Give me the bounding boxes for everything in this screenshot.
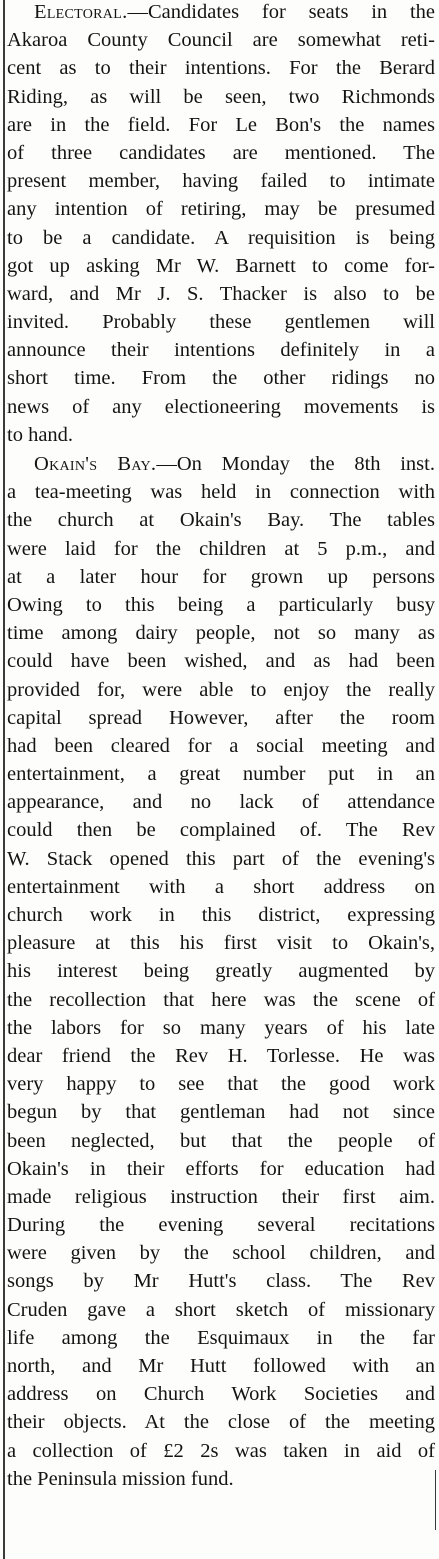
line-text: invited. Probably these gentlemen will bbox=[7, 311, 435, 334]
line-text: were given by the school children, and bbox=[7, 1242, 435, 1265]
line-text: entertainment with a short address on bbox=[7, 875, 435, 898]
text-line bbox=[0, 393, 439, 421]
text-line bbox=[0, 563, 439, 591]
line-text: were laid for the children at 5 p.m., and bbox=[7, 537, 435, 560]
text-line bbox=[0, 1127, 439, 1155]
article-heading: Okain's Bay. bbox=[34, 453, 157, 475]
line-text: life among the Esquimaux in the far bbox=[7, 1326, 435, 1349]
line-text: could have been wished, and as had been bbox=[7, 650, 435, 673]
text-line bbox=[0, 308, 439, 336]
text-line bbox=[0, 845, 439, 873]
line-text: announce their intentions definitely in a bbox=[7, 339, 435, 362]
text-line bbox=[0, 704, 439, 732]
text-line bbox=[0, 1296, 439, 1324]
line-text: dear friend the Rev H. Torlesse. He was bbox=[7, 1044, 435, 1067]
text-line bbox=[0, 788, 439, 816]
text-line bbox=[0, 1155, 439, 1183]
line-text: Riding, as will be seen, two Richmonds bbox=[7, 85, 435, 108]
line-text: any intention of retiring, may be presumed bbox=[7, 198, 435, 221]
text-line bbox=[0, 167, 439, 195]
line-text: been neglected, but that the people of bbox=[7, 1129, 435, 1152]
line-text: to hand. bbox=[7, 423, 74, 446]
line-text: a tea-meeting was held in connection with bbox=[7, 481, 435, 504]
line-text: could then be complained of. The Rev bbox=[7, 819, 435, 842]
text-line bbox=[0, 139, 439, 167]
article-electoral bbox=[0, 0, 439, 449]
text-line bbox=[0, 26, 439, 54]
text-line bbox=[0, 1211, 439, 1239]
line-text: to be a candidate. A requisition is being bbox=[7, 226, 435, 249]
text-line bbox=[0, 1098, 439, 1126]
text-line bbox=[0, 224, 439, 252]
text-line bbox=[0, 591, 439, 619]
text-line bbox=[0, 1408, 439, 1436]
line-text: During the evening several recitations bbox=[7, 1214, 435, 1237]
text-line bbox=[0, 280, 439, 308]
line-text: his interest being greatly augmented by bbox=[7, 960, 435, 983]
text-line bbox=[0, 195, 439, 223]
line-text: got up asking Mr W. Barnett to come for- bbox=[7, 254, 435, 277]
line-text: begun by that gentleman had not since bbox=[7, 1101, 435, 1124]
text-line bbox=[0, 816, 439, 844]
line-text: ward, and Mr J. S. Thacker is also to be bbox=[7, 282, 435, 305]
text-line bbox=[0, 1437, 439, 1465]
line-text: a collection of £2 2s was taken in aid of bbox=[7, 1439, 435, 1462]
line-text: provided for, were able to enjoy the really bbox=[7, 678, 435, 701]
line-text: Akaroa County Council are somewhat reti- bbox=[7, 29, 435, 52]
line-text: at a later hour for grown up persons bbox=[7, 565, 435, 588]
text-line bbox=[0, 929, 439, 957]
text-line bbox=[0, 506, 439, 534]
line-text: news of any electioneering movements is bbox=[7, 395, 435, 418]
article-heading: Electoral. bbox=[34, 1, 128, 23]
text-line bbox=[0, 873, 439, 901]
line-text: songs by Mr Hutt's class. The Rev bbox=[7, 1270, 435, 1293]
line-text: —Candidates for seats in the bbox=[127, 1, 435, 23]
line-text: church work in this district, expressing bbox=[7, 904, 435, 926]
line-text: made religious instruction their first aim. bbox=[7, 1185, 435, 1208]
line-text: appearance, and no lack of attendance bbox=[7, 791, 435, 814]
text-line bbox=[0, 1352, 439, 1380]
text-line bbox=[0, 1014, 439, 1042]
line-text: the labors for so many years of his late bbox=[7, 1016, 435, 1039]
line-text: capital spread However, after the room bbox=[7, 706, 435, 729]
text-line bbox=[0, 478, 439, 506]
line-text: their objects. At the close of the meeting bbox=[7, 1411, 435, 1434]
line-text: of three candidates are mentioned. The bbox=[7, 141, 435, 164]
text-line bbox=[0, 957, 439, 985]
line-text: cent as to their intentions. For the Berard bbox=[7, 57, 435, 80]
text-line bbox=[0, 54, 439, 82]
text-line bbox=[0, 676, 439, 704]
text-line bbox=[0, 1465, 439, 1493]
line-text: short time. From the other ridings no bbox=[7, 367, 435, 390]
text-line bbox=[0, 1324, 439, 1352]
text-line bbox=[0, 647, 439, 675]
line-text: the church at Okain's Bay. The tables bbox=[7, 509, 435, 532]
line-text: had been cleared for a social meeting and bbox=[7, 734, 435, 757]
line-text: W. Stack opened this part of the evening's bbox=[7, 847, 435, 870]
text-line bbox=[0, 1239, 439, 1267]
line-text: are in the field. For Le Bon's the names bbox=[7, 113, 435, 136]
text-line bbox=[0, 619, 439, 647]
text-line bbox=[0, 901, 439, 929]
line-text: Okain's in their efforts for education had bbox=[7, 1157, 435, 1180]
text-line bbox=[0, 986, 439, 1014]
line-text: north, and Mr Hutt followed with an bbox=[7, 1355, 435, 1377]
line-text: —On Monday the 8th inst. bbox=[156, 453, 435, 475]
line-text: entertainment, a great number put in an bbox=[7, 763, 435, 786]
article-okains-bay bbox=[0, 450, 439, 1493]
text-line bbox=[0, 450, 439, 478]
text-line bbox=[0, 535, 439, 563]
line-text: the Peninsula mission fund. bbox=[7, 1467, 234, 1490]
line-text: present member, having failed to intimate bbox=[7, 170, 435, 193]
text-line bbox=[0, 364, 439, 392]
text-line bbox=[0, 83, 439, 111]
line-text: Cruden gave a short sketch of missionary bbox=[7, 1298, 435, 1321]
line-text: address on Church Work Societies and bbox=[7, 1383, 435, 1406]
text-line bbox=[0, 1267, 439, 1295]
text-line bbox=[0, 1380, 439, 1408]
line-text: very happy to see that the good work bbox=[7, 1073, 435, 1096]
line-text: time among dairy people, not so many as bbox=[7, 622, 435, 645]
text-line bbox=[0, 1183, 439, 1211]
text-line bbox=[0, 732, 439, 760]
text-line bbox=[0, 421, 439, 449]
text-line bbox=[0, 111, 439, 139]
text-line bbox=[0, 760, 439, 788]
text-line bbox=[0, 0, 439, 26]
line-text: the recollection that here was the scene of bbox=[7, 988, 435, 1011]
line-text: Owing to this being a particularly busy bbox=[7, 593, 435, 616]
text-line bbox=[0, 1042, 439, 1070]
text-line bbox=[0, 1070, 439, 1098]
text-line bbox=[0, 252, 439, 280]
line-text: pleasure at this his first visit to Okain's, bbox=[7, 932, 435, 955]
text-line bbox=[0, 336, 439, 364]
